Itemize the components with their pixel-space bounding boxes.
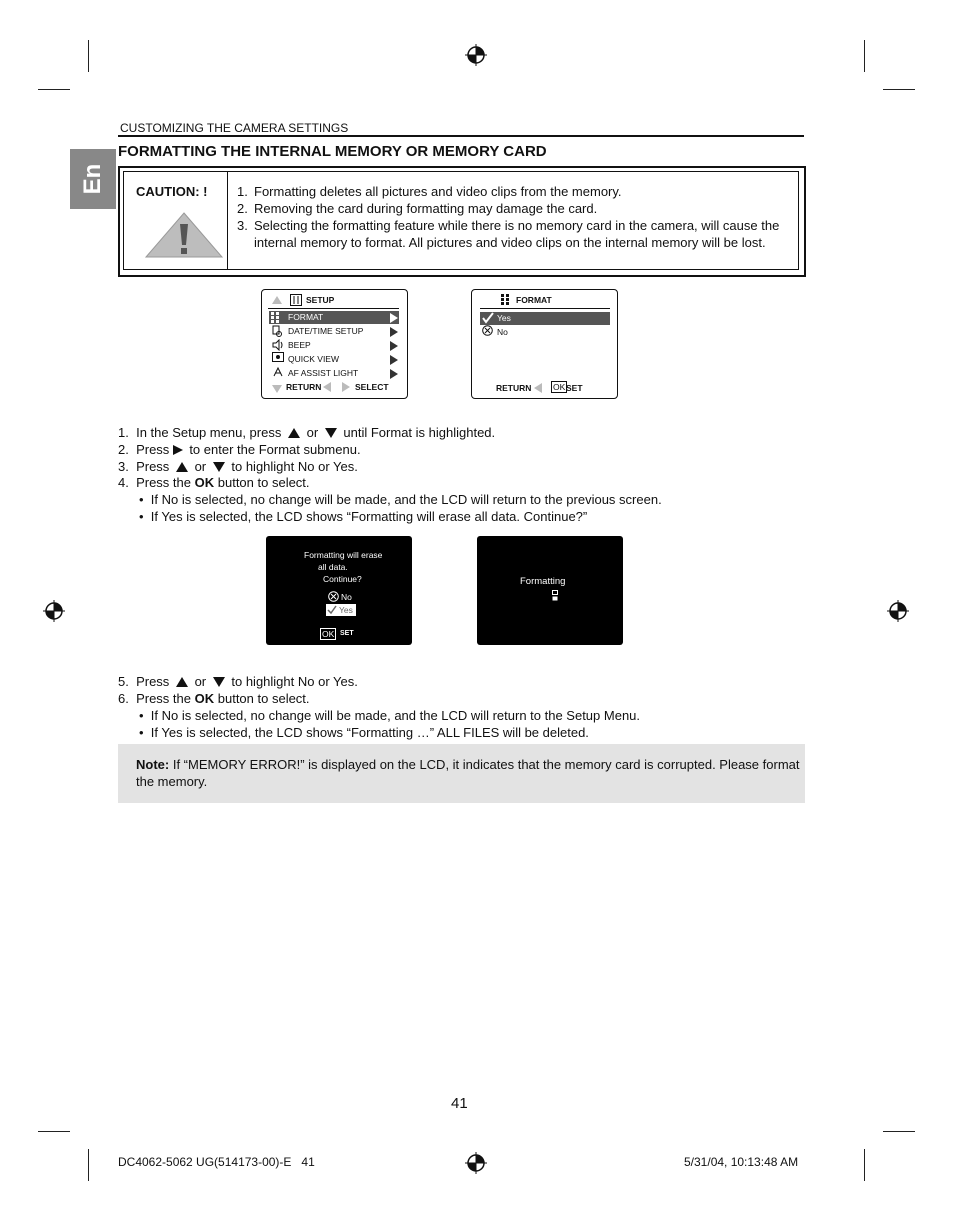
crop-mark: [38, 1131, 70, 1132]
step-3: 3. Press or to highlight No or Yes.: [118, 459, 358, 474]
option-no: No: [341, 592, 352, 602]
footer-left: DC4062-5062 UG(514173-00)-E 41: [118, 1155, 315, 1169]
registration-mark-icon: [465, 44, 487, 66]
crop-mark: [864, 1149, 865, 1181]
hourglass-icon: [552, 590, 558, 601]
format-icon: [271, 312, 283, 323]
caution-list: [237, 183, 793, 251]
crop-mark: [864, 40, 865, 72]
chevron-right-icon: [390, 369, 398, 379]
language-tab: [70, 149, 116, 209]
right-arrow-icon: [173, 445, 183, 455]
chevron-right-icon: [390, 355, 398, 365]
page-number: 41: [451, 1095, 468, 1112]
confirm-line-3: Continue?: [323, 574, 362, 584]
left-arrow-icon: [323, 382, 331, 392]
lcd-title: FORMAT: [516, 295, 552, 305]
lcd-progress-screen: [477, 536, 623, 645]
warning-icon: [144, 211, 224, 259]
step-5: 5. Press or to highlight No or Yes.: [118, 674, 358, 689]
step-4-bullet-2: • If Yes is selected, the LCD shows “Formatting will erase all data. Continue?”: [139, 509, 588, 524]
crop-mark: [88, 40, 89, 72]
option-yes: Yes: [497, 313, 511, 323]
lcd-setup-menu: [261, 289, 408, 399]
crop-mark: [883, 89, 915, 90]
step-6-bullet-2: • If Yes is selected, the LCD shows “Formatting …” ALL FILES will be deleted.: [139, 725, 589, 740]
lcd-divider: [480, 308, 610, 309]
up-arrow-icon: [176, 462, 188, 472]
cancel-circle-icon: [482, 325, 493, 336]
ok-icon: OK: [553, 382, 566, 392]
option-no: No: [497, 327, 508, 337]
step-6-bullet-1: • If No is selected, no change will be made, and the LCD will return to the Setup Menu.: [139, 708, 641, 723]
return-label: RETURN: [496, 383, 532, 393]
quick-view-icon: [272, 352, 284, 364]
set-label: SET: [566, 383, 583, 393]
speaker-icon: [272, 339, 284, 351]
select-label: SELECT: [355, 382, 389, 392]
menu-item-beep: BEEP: [288, 340, 311, 350]
list-item: 2. Removing the card during formatting may damage the card.: [237, 201, 598, 216]
chevron-right-icon: [390, 341, 398, 351]
crop-mark: [88, 1149, 89, 1181]
down-arrow-icon: [213, 462, 225, 472]
check-icon: [327, 605, 337, 615]
footer-right: 5/31/04, 10:13:48 AM: [684, 1155, 799, 1169]
note-text: Note: If “MEMORY ERROR!” is displayed on the LCD, it indicates that the memory card is corrupted. Please format the memory.: [136, 757, 800, 789]
list-item: 3. Selecting the formatting feature while there is no memory card in the camera, will cause the internal memory to format. All pictures and video clips on the internal memory will be lost.: [237, 218, 780, 250]
step-1: 1. In the Setup menu, press or until Format is highlighted.: [118, 425, 496, 440]
datetime-icon: [272, 325, 283, 337]
step-2: 2. Press to enter the Format submenu.: [118, 442, 361, 457]
crop-mark: [883, 1131, 915, 1132]
right-arrow-icon: [342, 382, 350, 392]
down-arrow-icon: [272, 385, 282, 393]
menu-item-quick-view: QUICK VIEW: [288, 354, 340, 364]
lcd-format-menu: [471, 289, 618, 399]
lcd-divider: [268, 308, 399, 309]
set-label: SET: [340, 630, 354, 637]
cancel-circle-icon: [328, 591, 339, 602]
down-arrow-icon: [213, 677, 225, 687]
step-4-bullet-1: • If No is selected, no change will be made, and the LCD will return to the previous screen.: [139, 492, 662, 507]
up-arrow-icon: [272, 296, 282, 304]
formatting-status: Formatting: [520, 576, 566, 587]
chevron-right-icon: [390, 313, 398, 323]
menu-item-af-assist: AF ASSIST LIGHT: [288, 368, 359, 378]
af-assist-icon: [272, 366, 284, 378]
left-arrow-icon: [534, 383, 542, 393]
registration-mark-icon: [43, 600, 65, 622]
step-4: 4. Press the OK button to select.: [118, 475, 310, 490]
lcd-title: SETUP: [306, 295, 335, 305]
setup-icon: [290, 294, 302, 306]
check-icon: [482, 312, 494, 324]
up-arrow-icon: [288, 428, 300, 438]
list-item: 1. Formatting deletes all pictures and video clips from the memory.: [237, 184, 622, 199]
menu-item-format: FORMAT: [288, 312, 324, 322]
registration-mark-icon: [465, 1152, 487, 1174]
ok-icon: OK: [322, 629, 335, 639]
down-arrow-icon: [325, 428, 337, 438]
confirm-line-2: all data.: [318, 562, 348, 572]
chevron-right-icon: [390, 327, 398, 337]
language-tab-label: En: [79, 163, 106, 195]
return-label: RETURN: [286, 382, 322, 392]
page-title: FORMATTING THE INTERNAL MEMORY OR MEMORY CARD: [118, 143, 547, 160]
caution-label: CAUTION: !: [136, 184, 208, 199]
format-icon: [501, 294, 513, 305]
confirm-line-1: Formatting will erase: [304, 550, 383, 560]
crop-mark: [38, 89, 70, 90]
menu-item-date-time: DATE/TIME SETUP: [288, 326, 364, 336]
section-divider: [118, 135, 804, 137]
section-label: CUSTOMIZING THE CAMERA SETTINGS: [120, 121, 349, 135]
step-6: 6. Press the OK button to select.: [118, 691, 310, 706]
registration-mark-icon: [887, 600, 909, 622]
option-yes: Yes: [339, 605, 353, 615]
up-arrow-icon: [176, 677, 188, 687]
lcd-confirm-screen: [266, 536, 412, 645]
caution-divider: [227, 171, 228, 270]
